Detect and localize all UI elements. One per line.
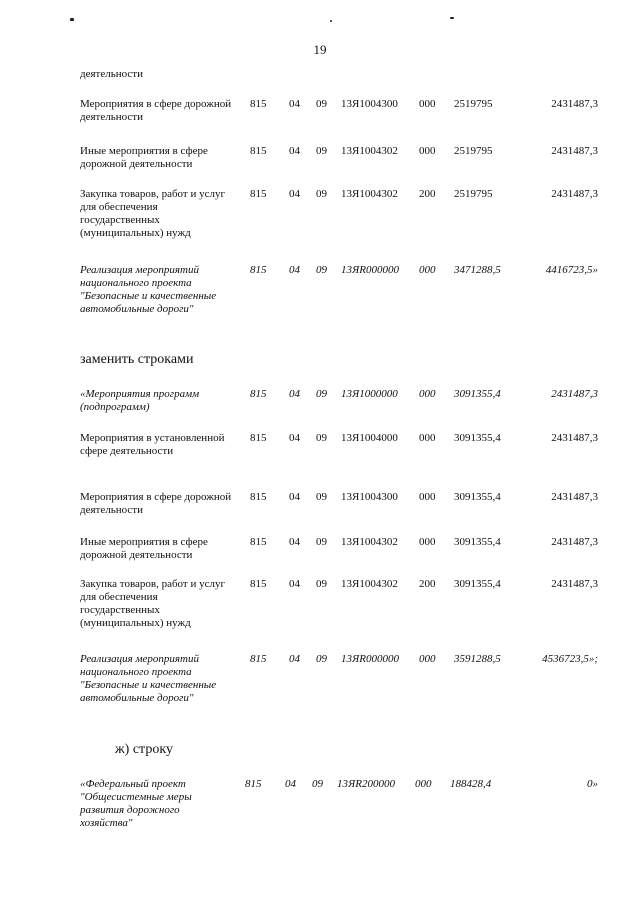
cell-c3: 09 [316,188,327,200]
cell-c5: 200 [419,578,436,590]
cell-c1: 815 [250,432,267,444]
cell-c6: 3091355,4 [454,578,501,590]
cell-c4: 13Я1004302 [341,145,398,157]
cell-c3: 09 [316,578,327,590]
cell-c2: 04 [289,491,300,503]
cell-c1: 815 [250,536,267,548]
row-name: Мероприятия в сфере дорожной деятельности [80,491,232,516]
cell-c2: 04 [289,188,300,200]
cell-c1: 815 [250,653,267,665]
cell-c6: 3091355,4 [454,491,501,503]
cell-c3: 09 [316,388,327,400]
cell-c7: 0» [587,778,598,790]
cell-c2: 04 [285,778,296,790]
cell-c7: 2431487,3 [551,491,598,503]
row-name: «Мероприятия программ (подпрограмм) [80,388,200,413]
item-heading: ж) строку [115,742,173,757]
cell-c2: 04 [289,578,300,590]
cell-c6: 3471288,5 [454,264,501,276]
cell-c4: 13Я1000000 [341,388,398,400]
cell-c4: 13ЯR200000 [337,778,395,790]
cell-c3: 09 [316,145,327,157]
cell-c7: 2431487,3 [551,536,598,548]
row-name: Иные мероприятия в сфере дорожной деятельности [80,536,208,561]
cell-c5: 000 [419,536,436,548]
cell-c4: 13Я1004302 [341,536,398,548]
row-name: Иные мероприятия в сфере дорожной деятельности [80,145,208,170]
cell-c6: 2519795 [454,145,493,157]
cell-c2: 04 [289,98,300,110]
cell-c1: 815 [250,98,267,110]
cell-c6: 2519795 [454,188,493,200]
cell-c2: 04 [289,264,300,276]
page-number: 19 [313,42,327,57]
cell-c3: 09 [316,491,327,503]
cell-c5: 000 [419,264,436,276]
cell-c2: 04 [289,536,300,548]
cell-c1: 815 [250,491,267,503]
cell-c5: 000 [419,432,436,444]
cell-c7: 2431487,3 [551,578,598,590]
row-name: Закупка товаров, работ и услуг для обеспечения государственных (муниципальных) нужд [80,188,225,239]
cell-c6: 3091355,4 [454,388,501,400]
cell-c7: 2431487,3 [551,188,598,200]
cell-c5: 000 [419,491,436,503]
cell-c3: 09 [316,98,327,110]
cell-c4: 13Я1004302 [341,578,398,590]
row-name: Закупка товаров, работ и услуг для обеспечения государственных (муниципальных) нужд [80,578,225,629]
row-name: Мероприятия в сфере дорожной деятельности [80,98,232,123]
cell-c5: 200 [419,188,436,200]
cell-c6: 2519795 [454,98,493,110]
cell-c7: 2431487,3 [551,145,598,157]
cell-c1: 815 [245,778,262,790]
replace-heading: заменить строками [80,352,194,367]
cell-c5: 000 [419,145,436,157]
cell-c1: 815 [250,188,267,200]
row-name: Мероприятия в установленной сфере деятельности [80,432,225,457]
cell-c4: 13Я1004300 [341,98,398,110]
cell-c3: 09 [312,778,323,790]
scan-speck [450,17,454,19]
cell-c4: 13ЯR000000 [341,264,399,276]
cell-c5: 000 [419,653,436,665]
cell-c4: 13Я1004302 [341,188,398,200]
cell-c4: 13Я1004300 [341,491,398,503]
row-name: «Федеральный проект "Общесистемные меры развития дорожного хозяйства" [80,778,192,829]
cell-c3: 09 [316,432,327,444]
cell-c4: 13Я1004000 [341,432,398,444]
cell-c3: 09 [316,536,327,548]
row-name: Реализация мероприятий национального проекта "Безопасные и качественные автомобильные дороги" [80,264,217,315]
cell-c7: 4536723,5»; [542,653,598,665]
cell-c7: 2431487,3 [551,98,598,110]
cell-c7: 2431487,3 [551,432,598,444]
cell-c7: 2431487,3 [551,388,598,400]
cell-c6: 3091355,4 [454,536,501,548]
cell-c5: 000 [419,388,436,400]
cell-c6: 3091355,4 [454,432,501,444]
scan-speck [330,20,332,22]
continuation-text: деятельности [80,68,143,80]
cell-c1: 815 [250,578,267,590]
cell-c1: 815 [250,145,267,157]
cell-c3: 09 [316,653,327,665]
cell-c5: 000 [419,98,436,110]
cell-c2: 04 [289,145,300,157]
cell-c6: 3591288,5 [454,653,501,665]
cell-c3: 09 [316,264,327,276]
cell-c6: 188428,4 [450,778,492,790]
row-name: Реализация мероприятий национального проекта "Безопасные и качественные автомобильные дороги" [80,653,217,704]
cell-c4: 13ЯR000000 [341,653,399,665]
cell-c1: 815 [250,388,267,400]
cell-c5: 000 [415,778,432,790]
scan-speck [70,18,74,21]
cell-c2: 04 [289,653,300,665]
cell-c1: 815 [250,264,267,276]
cell-c2: 04 [289,432,300,444]
cell-c2: 04 [289,388,300,400]
cell-c7: 4416723,5» [545,264,598,276]
